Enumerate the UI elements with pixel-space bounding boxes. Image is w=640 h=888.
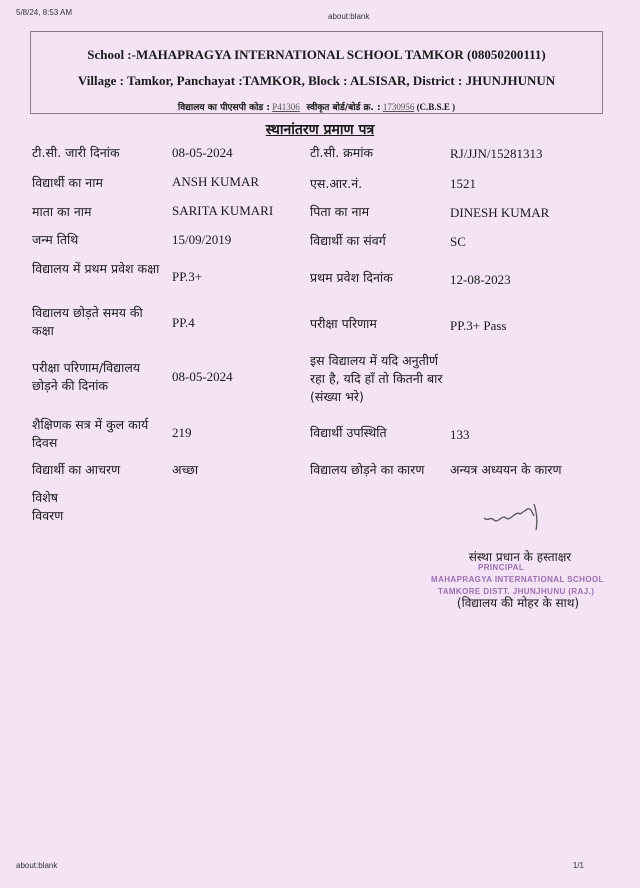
father-name-value: DINESH KUMAR	[450, 205, 550, 220]
father-name-label: पिता का नाम	[310, 204, 370, 219]
dob-value: 15/09/2019	[172, 232, 232, 247]
tc-number-label: टी.सी. क्रमांक	[310, 145, 374, 160]
handwritten-signature	[480, 496, 560, 536]
school-name: School :-MAHAPRAGYA INTERNATIONAL SCHOOL TAMKOR (08050200111)	[87, 47, 546, 62]
leaving-date-label: परीक्षा परिणाम/विद्यालय छोड़ने की दिनांक	[32, 360, 141, 393]
first-admission-date-label: प्रथम प्रवेश दिनांक	[310, 270, 393, 285]
leaving-reason-label: विद्यालय छोड़ने का कारण	[310, 462, 425, 477]
print-url: about:blank	[328, 12, 370, 21]
principal-signature-label: संस्था प्रधान के हस्ताक्षर	[468, 550, 572, 564]
pseps-code: P41306	[272, 102, 300, 112]
student-name-value: ANSH KUMAR	[172, 174, 260, 189]
print-datetime: 5/8/24, 8:53 AM	[16, 8, 73, 17]
attendance-value: 133	[450, 427, 470, 442]
school-address: Village : Tamkor, Panchayat :TAMKOR, Block : ALSISAR, District : JHUNJHUNUN	[77, 73, 556, 88]
board-code: 1730956	[382, 102, 415, 112]
leaving-date-value: 08-05-2024	[172, 369, 233, 384]
failed-count-label: इस विद्यालय में यदि अनुतीर्ण रहा है, यदि हाँ तो कितनी बार (संख्या भरे)	[310, 353, 443, 404]
first-admission-class-value: PP.3+	[172, 269, 203, 284]
print-footer-url: about:blank	[16, 861, 58, 870]
tc-date-label: टी.सी. जारी दिनांक	[32, 145, 120, 160]
leaving-reason-value: अन्यत्र अध्ययन के कारण	[450, 462, 562, 477]
school-header-box	[30, 31, 603, 114]
exam-result-label: परीक्षा परिणाम	[310, 316, 377, 331]
working-days-value: 219	[172, 425, 192, 440]
leaving-class-value: PP.4	[172, 315, 195, 330]
remarks-label: विशेष विवरण	[32, 490, 64, 523]
leaving-class-label: विद्यालय छोड़ते समय की कक्षा	[32, 305, 143, 338]
tc-date-value: 08-05-2024	[172, 145, 233, 160]
stamp-address: TAMKORE DISTT. JHUNJHUNU (RAJ.)	[438, 587, 595, 596]
conduct-value: अच्छा	[172, 462, 199, 477]
tc-number-value: RJ/JJN/15281313	[450, 146, 543, 161]
exam-result-value: PP.3+ Pass	[450, 318, 507, 333]
working-days-label: शैक्षिणक सत्र में कुल कार्य दिवस	[32, 417, 149, 450]
mother-name-label: माता का नाम	[32, 204, 92, 219]
sr-number-label: एस.आर.नं.	[310, 176, 363, 191]
sr-number-value: 1521	[450, 176, 476, 191]
school-codes	[31, 100, 602, 113]
document-title: स्थानांतरण प्रमाण पत्र	[265, 122, 375, 138]
student-name-label: विद्यार्थी का नाम	[32, 175, 103, 190]
board-name: (C.B.S.E )	[416, 102, 456, 112]
first-admission-class-label: विद्यालय में प्रथम प्रवेश कक्षा	[32, 261, 160, 276]
mother-name-value: SARITA KUMARI	[172, 203, 274, 218]
category-label: विद्यार्थी का संवर्ग	[310, 233, 386, 248]
stamp-school-name: MAHAPRAGYA INTERNATIONAL SCHOOL	[431, 575, 604, 584]
page-number: 1/1	[572, 861, 584, 870]
seal-note: (विद्यालय की मोहर के साथ)	[456, 596, 580, 610]
attendance-label: विद्यार्थी उपस्थिति	[310, 425, 387, 440]
board-label: स्वीकृत बोर्ड/बोर्ड क्र. :	[306, 103, 381, 113]
dob-label: जन्म तिथि	[32, 232, 79, 247]
pseps-label: विद्यालय का पीएसपी कोड :	[177, 103, 270, 113]
stamp-principal: PRINCIPAL	[478, 563, 525, 572]
first-admission-date-value: 12-08-2023	[450, 272, 511, 287]
conduct-label: विद्यार्थी का आचरण	[32, 462, 121, 477]
category-value: SC	[450, 234, 466, 249]
